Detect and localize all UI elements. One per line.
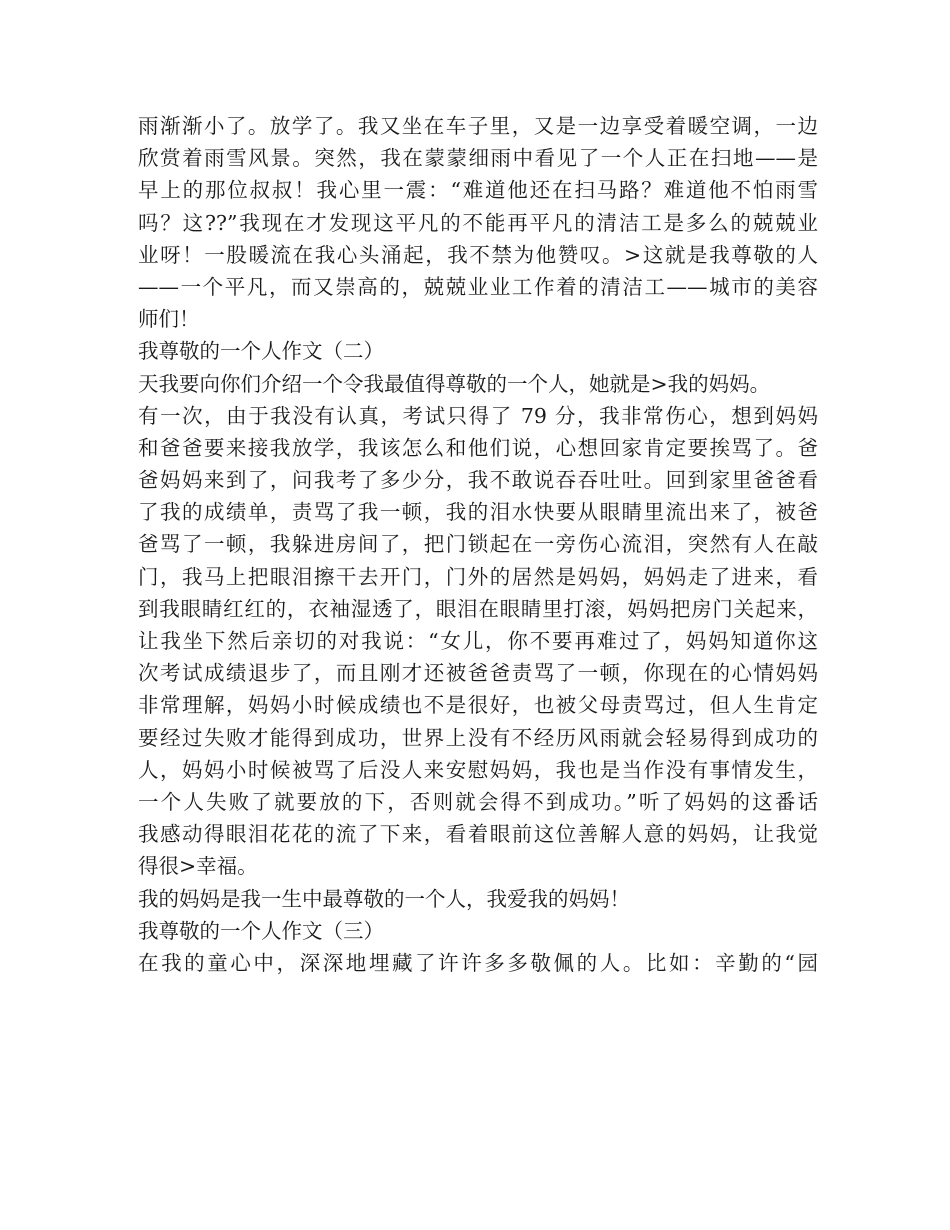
text-line: 非常理解，妈妈小时候成绩也不是很好，也被父母责骂过，但人生肯定 — [138, 693, 818, 718]
text-line: 我尊敬的一个人作文（二） — [138, 339, 384, 364]
text-line: 业呀！一股暖流在我心头涌起，我不禁为他赞叹。>这就是我尊敬的人 — [138, 242, 818, 267]
text-line: 要经过失败才能得到成功，世界上没有不经历风雨就会轻易得到成功的 — [138, 725, 818, 750]
text-line: 爸骂了一顿，我躲进房间了，把门锁起在一旁伤心流泪，突然有人在敲 — [138, 532, 818, 557]
text-line: 我的妈妈是我一生中最尊敬的一个人，我爱我的妈妈！ — [138, 886, 630, 911]
text-line: 了我的成绩单，责骂了我一顿，我的泪水快要从眼睛里流出来了，被爸 — [138, 500, 818, 525]
essay-text-body — [138, 110, 818, 979]
text-line: 门，我马上把眼泪擦干去开门，门外的居然是妈妈，妈妈走了进来，看 — [138, 564, 818, 589]
text-line: 让我坐下然后亲切的对我说：“女儿，你不要再难过了，妈妈知道你这 — [138, 629, 818, 653]
text-line: 到我眼睛红红的，衣袖湿透了，眼泪在眼睛里打滚，妈妈把房门关起来， — [138, 596, 818, 621]
text-line: 雨渐渐小了。放学了。我又坐在车子里，又是一边享受着暖空调，一边 — [138, 114, 818, 138]
text-line: 早上的那位叔叔！我心里一震：“难道他还在扫马路？难道他不怕雨雪 — [138, 178, 818, 203]
text-line: 在我的童心中，深深地埋藏了许许多多敬佩的人。比如：辛勤的“园 — [138, 950, 818, 975]
text-line: 天我要向你们介绍一个令我最值得尊敬的一个人，她就是>我的妈妈。 — [138, 371, 771, 396]
text-line: 有一次，由于我没有认真，考试只得了 79 分，我非常伤心，想到妈妈 — [138, 403, 818, 428]
text-line: 我感动得眼泪花花的流了下来，看着眼前这位善解人意的妈妈，让我觉 — [138, 822, 818, 847]
text-line: 得很>幸福。 — [138, 854, 258, 879]
text-line: 爸妈妈来到了，问我考了多少分，我不敢说吞吞吐吐。回到家里爸爸看 — [138, 468, 818, 493]
text-line: 吗？这??”我现在才发现这平凡的不能再平凡的清洁工是多么的兢兢业 — [138, 210, 818, 235]
text-line: 和爸爸要来接我放学，我该怎么和他们说，心想回家肯定要挨骂了。爸 — [138, 435, 818, 460]
text-line: 我尊敬的一个人作文（三） — [138, 918, 384, 943]
text-line: ——一个平凡，而又崇高的，兢兢业业工作着的清洁工——城市的美容 — [138, 274, 818, 299]
text-line: 次考试成绩退步了，而且刚才还被爸爸责骂了一顿，你现在的心情妈妈 — [138, 661, 818, 686]
text-line: 人，妈妈小时候被骂了后没人来安慰妈妈，我也是当作没有事情发生， — [138, 757, 818, 782]
text-line: 一个人失败了就要放的下，否则就会得不到成功。”听了妈妈的这番话 — [138, 789, 818, 814]
text-line: 师们！ — [138, 307, 200, 332]
text-line: 欣赏着雨雪风景。突然，我在蒙蒙细雨中看见了一个人正在扫地——是 — [138, 146, 818, 171]
